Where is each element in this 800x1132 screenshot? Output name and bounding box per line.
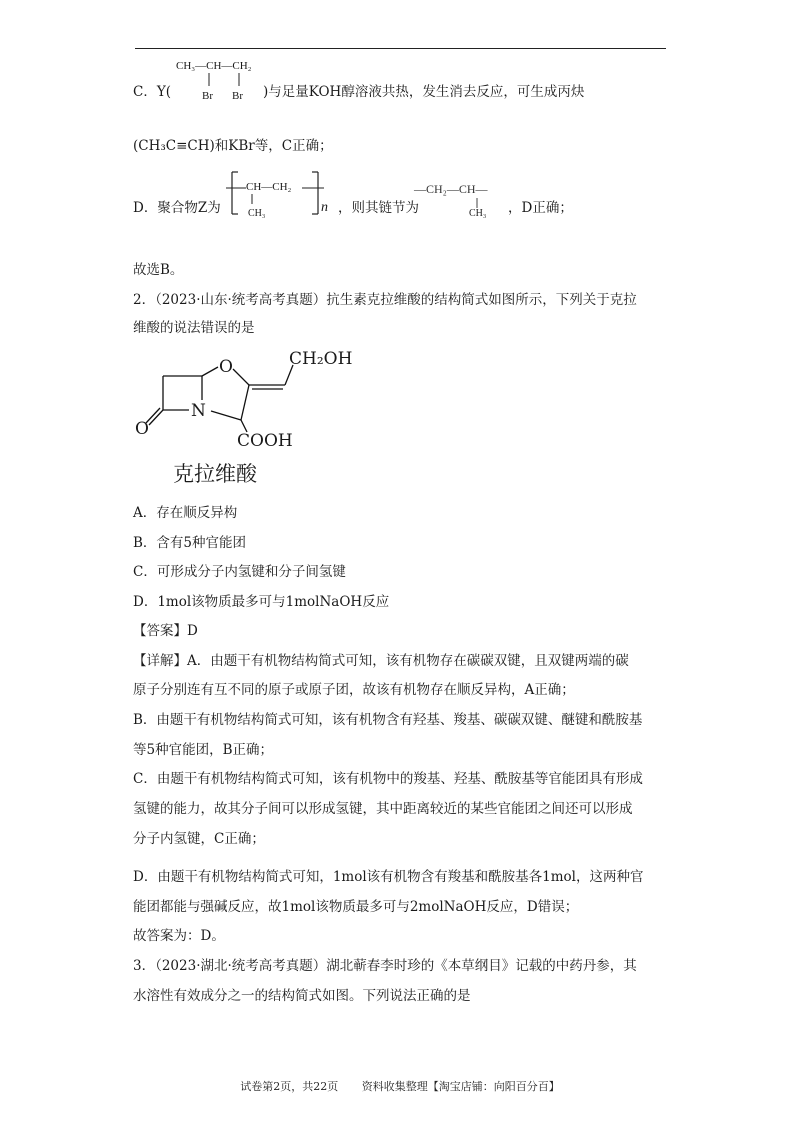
ring-oxygen-label: O [219, 357, 233, 377]
repeat-unit-ch3: CH₃ [469, 208, 487, 219]
polymer-ch3: CH₃ [248, 208, 266, 219]
q2-detail-line: 等5种官能团，B正确； [133, 742, 274, 758]
polymer-n: n [321, 200, 328, 215]
option-d-label: D．聚合物Z为 [133, 200, 221, 216]
footer-source: 资料收集整理【淘宝店铺：向阳百分百】 [361, 1080, 560, 1093]
polymer-chain: CH—CH₂ [246, 181, 292, 193]
q2-detail-line: 能团都能与强碱反应，故1mol该物质最多可与2molNaOH反应，D错误； [133, 899, 579, 915]
y-structure-formula [176, 60, 266, 110]
q2-option-a: A．存在顺反异构 [133, 505, 238, 521]
q2-option-c: C．可形成分子内氢键和分子间氢键 [133, 564, 346, 580]
option-c-line2: (CH₃C≡CH)和KBr等，C正确； [133, 138, 333, 154]
cooh-label: COOH [237, 431, 293, 451]
header-rule [135, 48, 666, 49]
q3-stem-line1: 3．（2023·湖北·统考高考真题）湖北蕲春李时珍的《本草纲目》记载的中药丹参，其 [133, 958, 637, 974]
option-c-text: )与足量KOH醇溶液共热，发生消去反应，可生成丙炔 [263, 84, 585, 100]
q2-detail-line: B．由题干有机物结构简式可知，该有机物含有羟基、羧基、碳碳双键、醚键和酰胺基 [133, 712, 643, 728]
nitrogen-label: N [191, 401, 206, 421]
q2-detail-line: C．由题干有机物结构简式可知，该有机物中的羧基、羟基、酰胺基等官能团具有形成 [133, 771, 643, 787]
y-structure-chain: CH₃—CH—CH₂ [176, 60, 252, 72]
q2-detail-line: 氢键的能力，故其分子间可以形成氢键，其中距离较近的某些官能团之间还可以形成 [133, 801, 633, 817]
q3-stem-line2: 水溶性有效成分之一的结构简式如图。下列说法正确的是 [133, 988, 471, 1004]
q2-detail-line: 分子内氢键，C正确； [133, 831, 265, 847]
q2-detail-line: 原子分别连有互不同的原子或原子团，故该有机物存在顺反异构，A正确； [133, 682, 575, 698]
q2-detail-line: 【详解】A．由题干有机物结构简式可知，该有机物存在碳碳双键，且双键两端的碳 [133, 653, 629, 669]
structure-caption: 克拉维酸 [173, 462, 257, 486]
option-d-end: ，D正确； [508, 200, 573, 216]
ch2oh-label: CH₂OH [289, 349, 353, 369]
repeat-unit-formula [414, 178, 514, 226]
option-d-middle: ，则其链节为 [338, 200, 419, 216]
polymer-z-formula [226, 166, 336, 228]
br-label-1: Br [202, 90, 213, 102]
q2-detail-line: D．由题干有机物结构简式可知，1mol该有机物含有羧基和酰胺基各1mol，这两种官 [133, 869, 644, 885]
repeat-unit-chain: —CH₂—CH— [414, 182, 488, 196]
q2-detail-line: 故答案为：D。 [133, 928, 225, 944]
page-footer [0, 1078, 800, 1094]
q2-stem-line1: 2．（2023·山东·统考高考真题）抗生素克拉维酸的结构简式如图所示，下列关于克拉 [133, 292, 637, 308]
carbonyl-oxygen-label: O [135, 419, 149, 439]
polymer-brackets [226, 166, 336, 228]
q2-option-b: B．含有5种官能团 [133, 535, 247, 551]
previous-conclusion: 故选B。 [133, 262, 184, 278]
option-c-label: C．Y( [133, 84, 172, 100]
y-structure-bonds [176, 60, 266, 110]
repeat-unit-bond [414, 178, 514, 226]
q2-option-d: D．1mol该物质最多可与1molNaOH反应 [133, 594, 390, 610]
br-label-2: Br [232, 90, 243, 102]
q2-answer: 【答案】D [133, 623, 198, 639]
clavulanic-acid-structure [125, 345, 355, 490]
footer-page-number: 试卷第2页，共22页 [240, 1080, 339, 1093]
q2-stem-line2: 维酸的说法错误的是 [133, 320, 255, 336]
